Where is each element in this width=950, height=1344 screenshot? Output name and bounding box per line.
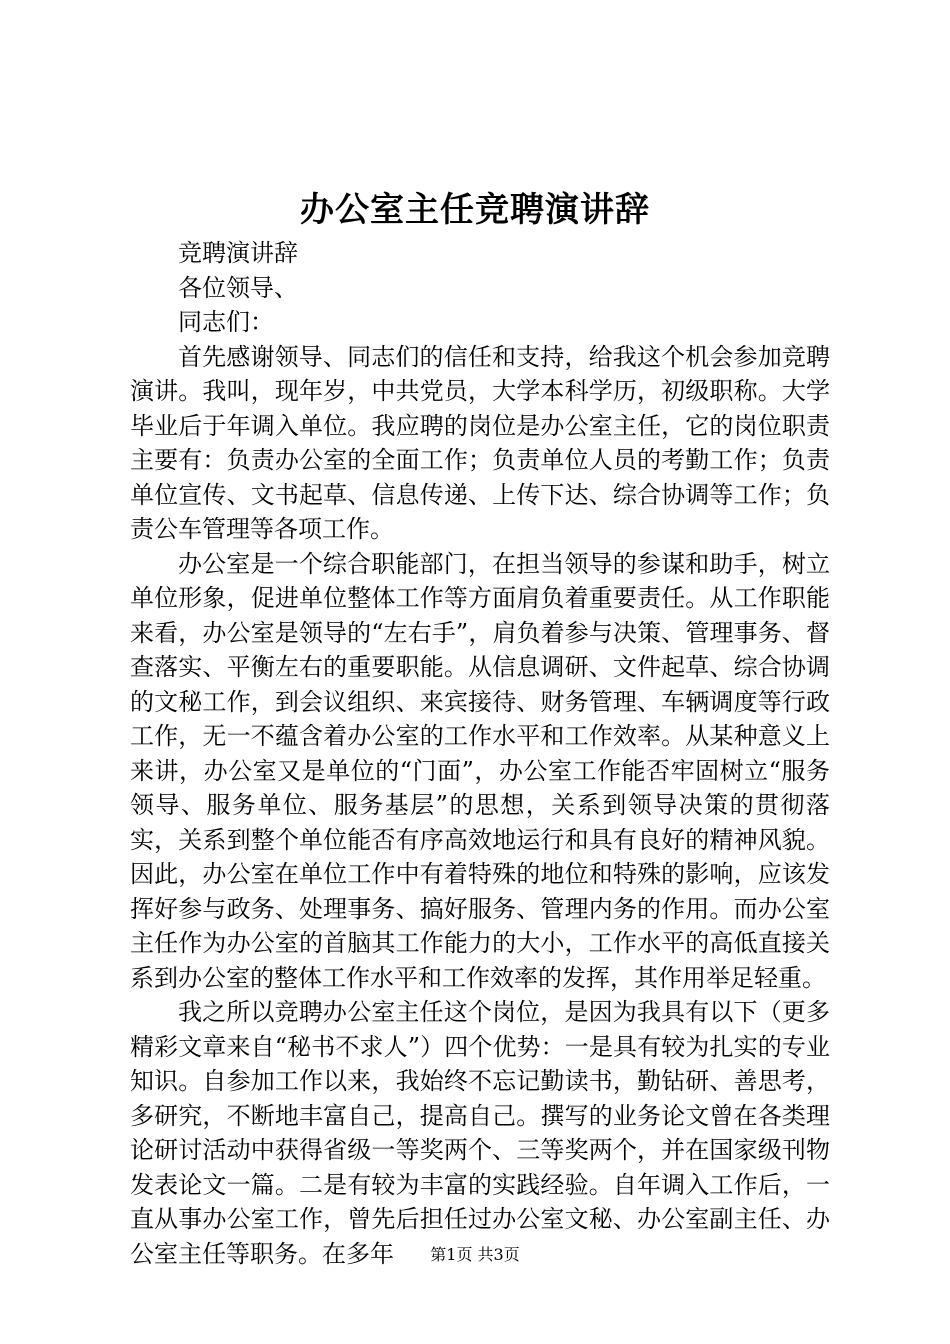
paragraph-subtitle: 竞聘演讲辞: [178, 239, 298, 267]
page-number-footer: 第1页 共3页: [430, 1245, 520, 1264]
paragraph-office-role: 办公室是一个综合职能部门，在担当领导的参谋和助手，树立单位形象，促进单位整体工作等方面肩负着重要责任。从工作职能来看，办公室是领导的“左右手”，肩负着参与决策、管理事务、督查落实、平衡左右的重要职能。从信息调研、文件起草、综合协调的文秘工作，到会议组织、来宾接待、财务管理、车辆调度等行政工作，无一不蕴含着办公室的工作水平和工作效率。从某种意义上来讲，办公室又是单位的“门面”，办公室工作能否牢固树立“服务领导、服务单位、服务基层”的思想，关系到领导决策的贯彻落实，关系到整个单位能否有序高效地运行和具有良好的精神风貌。因此，办公室在单位工作中有着特殊的地位和特殊的影响，应该发挥好参与政务、处理事务、搞好服务、管理内务的作用。而办公室主任作为办公室的首脑其工作能力的大小，工作水平的高低直接关系到办公室的整体工作水平和工作效率的发挥，其作用举足轻重。: [130, 549, 830, 992]
paragraph-salutation-2: 同志们：: [178, 308, 274, 336]
document-body: [130, 236, 830, 1271]
paragraph-advantages: 我之所以竞聘办公室主任这个岗位，是因为我具有以下（更多精彩文章来自“秘书不求人”）四个优势：一是具有较为扎实的专业知识。自参加工作以来，我始终不忘记勤读书，勤钻研、善思考，多研究，不断地丰富自己，提高自己。撰写的业务论文曾在各类理论研讨活动中获得省级一等奖两个、三等奖两个，并在国家级刊物发表论文一篇。二是有较为丰富的实践经验。自年调入工作后，一直从事办公室工作，曾先后担任过办公室文秘、办公室副主任、办公室主任等职务。在多年: [130, 998, 830, 1268]
paragraph-introduction: 首先感谢领导、同志们的信任和支持，给我这个机会参加竞聘演讲。我叫，现年岁，中共党员，大学本科学历，初级职称。大学毕业后于年调入单位。我应聘的岗位是办公室主任，它的岗位职责主要有：负责办公室的全面工作；负责单位人员的考勤工作；负责单位宣传、文书起草、信息传递、上传下达、综合协调等工作；负责公车管理等各项工作。: [130, 342, 830, 543]
paragraph-salutation-1: 各位领导、: [178, 273, 298, 302]
document-title: 办公室主任竞聘演讲辞: [300, 190, 650, 230]
